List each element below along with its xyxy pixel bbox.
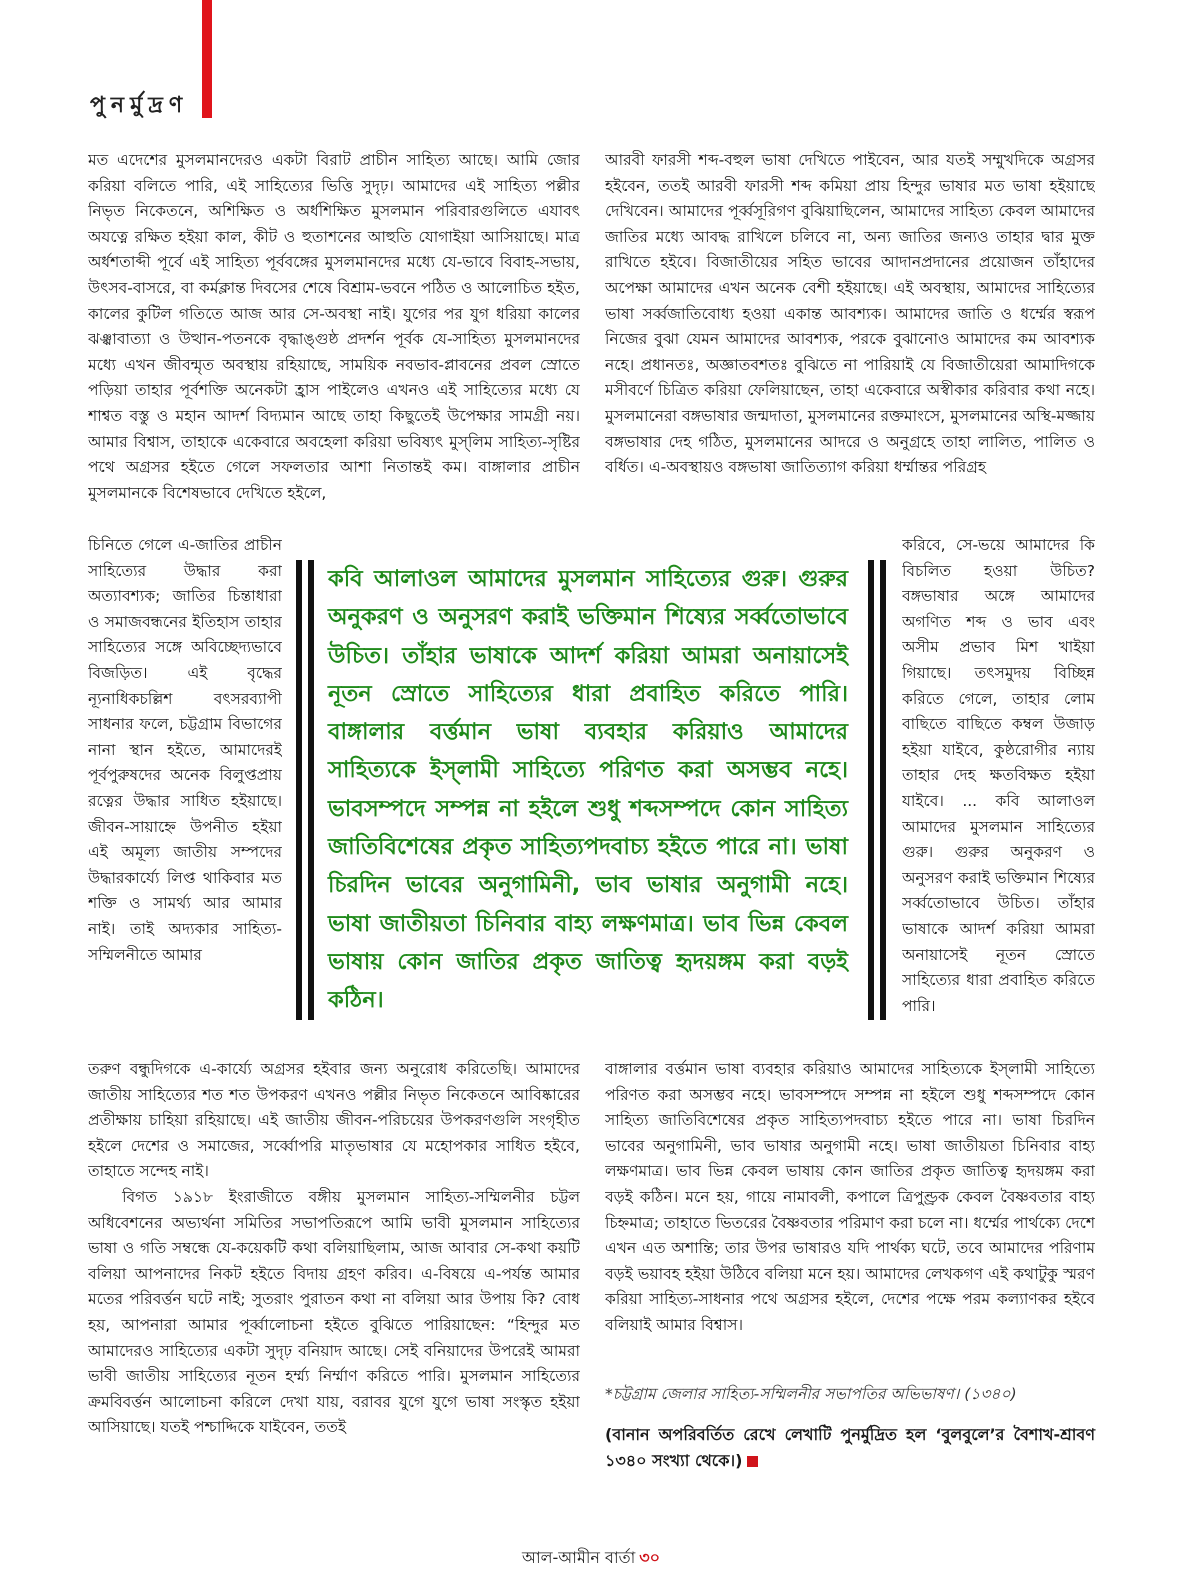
red-accent-bar	[202, 0, 212, 118]
paragraph: বাঙ্গালার বর্ত্তমান ভাষা ব্যবহার করিয়াও আমাদের সাহিত্যকে ইস্‌লামী সাহিত্যে পরিণত করা অসম্ভব নহে। ভাবসম্পদে সম্পন্ন না হইলে শুধু শব্দসম্পদে কোন সাহিত্য জাতিবিশেষের প্রকৃত সাহিত্যপদবাচ্য হইতে পারে না। ভাষা চিরদিন ভাবের অনুগামিনী, ভাব ভাষার অনুগামী নহে। ভাষা জাতীয়তা চিনিবার বাহ্য লক্ষণমাত্র। ভাব ভিন্ন কেবল ভাষায় কোন জাতির প্রকৃত জাতিত্ব হৃদয়ঙ্গম করা বড়ই কঠিন। মনে হয়, গায়ে নামাবলী, কপালে ত্রিপুণ্ড্রক কেবল বৈষ্ণবতার বাহ্য চিহ্নমাত্র; তাহাতে ভিতরের বৈষ্ণবতার পরিমাণ করা চলে না। ধর্ম্মের পার্থক্যে দেশে এখন এত অশান্তি; তার উপর ভাষারও যদি পার্থক্য ঘটে, তবে আমাদের পরিণাম বড়ই ভয়াবহ হইয়া উঠিবে বলিয়া মনে হয়। আমাদের লেখকগণ এই কথাটুকু স্মরণ করিয়া সাহিত্য-সাধনার পথে অগ্রসর হইলে, দেশের পক্ষে পরম কল্যাণকর হইবে বলিয়াই আমার বিশ্বাস।	[605, 1060, 1095, 1334]
editor-note-text: (বানান অপরিবর্তিত রেখে লেখাটি পুনর্মুদ্রিত হল ‘বুলবুলে’র বৈশাখ-শ্রাবণ ১৩৪০ সংখ্যা থেকে।)	[605, 1425, 1095, 1470]
paragraph: বিগত ১৯১৮ ইংরাজীতে বঙ্গীয় মুসলমান সাহিত্য-সম্মিলনীর চট্টল অধিবেশনের অভ্যর্থনা সমিতির সভাপতিরূপে আমি ভাবী মুসলমান সাহিত্যের ভাষা ও গতি সম্বন্ধে যে-কয়েকটি কথা বলিয়াছিলাম, আজ আবার সে-কথা কয়টি বলিয়া আপনাদের নিকট হইতে বিদায় গ্রহণ করিব। এ-বিষয়ে এ-পর্যন্ত আমার মতের পরিবর্ত্তন ঘটে নাই; সুতরাং পুরাতন কথা না বলিয়া আর উপায় কি? বোধ হয়, আপনারা আমার পূর্ব্বালোচনা হইতে বুঝিতে পারিয়াছেন: “হিন্দুর মত আমাদেরও সাহিত্যের একটা সুদৃঢ় বনিয়াদ আছে। সেই বনিয়াদের উপরেই আমরা ভাবী জাতীয় সাহিত্যের নূতন হর্ম্ম্য নির্ম্মাণ করিতে পারি। মুসলমান সাহিত্যের ক্রমবিবর্ত্তন আলোচনা করিলে দেখা যায়, বরাবর যুগে যুগে ভাষা সংস্কৃত হইয়া আসিয়াছে। যতই পশ্চাদ্দিকে যাইবেন, ততই	[88, 1187, 580, 1437]
column-left-bottom	[88, 1057, 580, 1499]
column-right-top	[605, 148, 1095, 532]
magazine-name: আল-আমীন বার্তা	[521, 1548, 636, 1567]
column-left-narrow	[88, 533, 282, 1057]
paragraph: মত এদেশের মুসলমানদেরও একটা বিরাট প্রাচীন সাহিত্য আছে। আমি জোর করিয়া বলিতে পারি, এই সাহিত্যের ভিত্তি সুদৃঢ়। আমাদের এই সাহিত্য পল্লীর নিভৃত নিকেতনে, অশিক্ষিত ও অর্ধশিক্ষিত মুসলমান পরিবারগুলিতে এযাবৎ অযত্নে রক্ষিত হইয়া কাল, কীট ও হুতাশনের আহুতি যোগাইয়া আসিয়াছে। মাত্র অর্ধশতাব্দী পূর্বে এই সাহিত্য পূর্ববঙ্গের মুসলমানদের মধ্যে যে-ভাবে বিবাহ-সভায়, উৎসব-বাসরে, বা কর্মক্লান্ত দিবসের শেষে বিশ্রাম-ভবনে পঠিত ও আলোচিত হইত, কালের কুটিল গতিতে আজ আর সে-অবস্থা নাই। যুগের পর যুগ ধরিয়া কালের ঝঞ্ঝাবাত্যা ও উত্থান-পতনকে বৃদ্ধাঙ্গুষ্ঠ প্রদর্শন পূর্বক যে-সাহিত্য মুসলমানদের মধ্যে এখন জীবন্মৃত অবস্থায় রহিয়াছে, সাময়িক নবভাব-প্লাবনের প্রবল স্রোতে পড়িয়া তাহার পূর্বশক্তি অনেকটা হ্রাস পাইলেও এখনও এই সাহিত্যের মধ্যে যে শাশ্বত বস্তু ও মহান আদর্শ বিদ্যমান আছে তাহা কিছুতেই উপেক্ষার সামগ্রী নয়। আমার বিশ্বাস, তাহাকে একেবারে অবহেলা করিয়া ভবিষ্যৎ মুস্‌লিম সাহিত্য-সৃষ্টির পথে অগ্রসর হইতে গেলে সফলতার আশা নিতান্তই কম। বাঙ্গালার প্রাচীন মুসলমানকে বিশেষভাবে দেখিতে হইলে,	[88, 151, 580, 502]
footnote: *চট্টগ্রাম জেলার সাহিত্য-সম্মিলনীর সভাপতির অভিভাষণ। (১৩৪০)	[605, 1385, 1017, 1403]
column-right-bottom	[605, 1057, 1095, 1357]
editor-note	[605, 1422, 1095, 1474]
paragraph: করিবে, সে-ভয়ে আমাদের কি বিচলিত হওয়া উচিত? বঙ্গভাষার অঙ্গে আমাদের অগণিত শব্দ ও ভাব এবং অসীম প্রভাব মিশ খাইয়া গিয়াছে। তৎসমুদয় বিচ্ছিন্ন করিতে গেলে, তাহার লোম বাছিতে বাছিতে কম্বল উজাড় হইয়া যাইবে, কুষ্ঠরোগীর ন্যায় তাহার দেহ ক্ষতবিক্ষত হইয়া যাইবে। ... কবি আলাওল আমাদের মুসলমান সাহিত্যের গুরু। গুরুর অনুকরণ ও অনুসরণ করাই ভক্তিমান শিষ্যের সর্ব্বতোভাবে উচিত। তাঁহার ভাষাকে আদর্শ করিয়া আমরা অনায়াসেই নূতন স্রোতে সাহিত্যের ধারা প্রবাহিত করিতে পারি।	[902, 536, 1095, 1015]
paragraph: চিনিতে গেলে এ-জাতির প্রাচীন সাহিত্যের উদ্ধার করা অত্যাবশ্যক; জাতির চিন্তাধারা ও সমাজবন্ধনের ইতিহাস তাহার সাহিত্যের সঙ্গে অবিচ্ছেদ্যভাবে বিজড়িত। এই বৃদ্ধের ন্যূনাধিকচল্লিশ বৎসরব্যাপী সাধনার ফলে, চট্টগ্রাম বিভাগের নানা স্থান হইতে, আমাদেরই পূর্বপুরুষদের অনেক বিলুপ্তপ্রায় রত্নের উদ্ধার সাধিত হইয়াছে। জীবন-সায়াহ্নে উপনীত হইয়া এই অমূল্য জাতীয় সম্পদের উদ্ধারকার্য্যে লিপ্ত থাকিবার মত শক্তি ও সামর্থ্য আর আমার নাই। তাই অদ্যকার সাহিত্য-সম্মিলনীতে আমার	[88, 536, 282, 964]
column-left-top	[88, 148, 580, 532]
paragraph: তরুণ বন্ধুদিগকে এ-কার্য্যে অগ্রসর হইবার জন্য অনুরোধ করিতেছি। আমাদের জাতীয় সাহিত্যের শত শত উপকরণ এখনও পল্লীর নিভৃত নিকেতনে আবিষ্কারের প্রতীক্ষায় চাহিয়া রহিয়াছে। এই জাতীয় জীবন-পরিচয়ের উপকরণগুলি সংগৃহীত হইলে দেশের ও সমাজের, সর্ব্বোপরি মাতৃভাষার যে মহোপকার সাধিত হইবে, তাহাতে সন্দেহ নাই।	[88, 1060, 580, 1181]
page-number: ৩০	[639, 1548, 661, 1567]
quote-bar-left-inner	[308, 560, 314, 1020]
page-footer	[0, 1545, 1182, 1572]
quote-bar-right-inner	[868, 560, 874, 1020]
quote-bar-left-outer	[296, 560, 302, 1020]
quote-bar-right-outer	[880, 560, 886, 1020]
paragraph: আরবী ফারসী শব্দ-বহুল ভাষা দেখিতে পাইবেন, আর যতই সম্মুখদিকে অগ্রসর হইবেন, ততই আরবী ফারসী শব্দ কমিয়া প্রায় হিন্দুর ভাষার মত ভাষা হইয়াছে দেখিবেন। আমাদের পূর্ব্বসূরিগণ বুঝিয়াছিলেন, আমাদের সাহিত্য কেবল আমাদের জাতির মধ্যে আবদ্ধ রাখিলে চলিবে না, অন্য জাতির জন্যও তাহার দ্বার মুক্ত রাখিতে হইবে। বিজাতীয়ের সহিত ভাবের আদানপ্রদানের প্রয়োজন তাঁহাদের অপেক্ষা আমাদের এখন অনেক বেশী হইয়াছে। এই অবস্থায়, আমাদের সাহিত্যের ভাষা সর্ব্বজাতিবোধ্য হওয়া একান্ত আবশ্যক। আমাদের জাতি ও ধর্ম্মের স্বরূপ নিজের বুঝা যেমন আমাদের আবশ্যক, পরকে বুঝানোও আমাদের কম আবশ্যক নহে। প্রধানতঃ, অজ্ঞাতবশতঃ বুঝিতে না পারিয়াই যে বিজাতীয়েরা আমাদিগকে মসীবর্ণে চিত্রিত করিয়া ফেলিয়াছেন, তাহা একেবারে অস্বীকার করিবার কথা নহে। মুসলমানেরা বঙ্গভাষার জন্মদাতা, মুসলমানের রক্তমাংসে, মুসলমানের অস্থি-মজ্জায় বঙ্গভাষার দেহ গঠিত, মুসলমানের আদরে ও অনুগ্রহে তাহা লালিত, পালিত ও বর্ধিত। এ-অবস্থায়ও বঙ্গভাষা জাতিত্যাগ করিয়া ধর্ম্মান্তর পরিগ্রহ	[605, 151, 1095, 477]
end-mark-icon	[747, 1456, 758, 1467]
pull-quote-text: কবি আলাওল আমাদের মুসলমান সাহিত্যের গুরু। গুরুর অনুকরণ ও অনুসরণ করাই ভক্তিমান শিষ্যের সর্ব্বতোভাবে উচিত। তাঁহার ভাষাকে আদর্শ করিয়া আমরা অনায়াসেই নূতন স্রোতে সাহিত্যের ধারা প্রবাহিত করিতে পারি। বাঙ্গালার বর্ত্তমান ভাষা ব্যবহার করিয়াও আমাদের সাহিত্যকে ইস্‌লামী সাহিত্যে পরিণত করা অসম্ভব নহে। ভাবসম্পদে সম্পন্ন না হইলে শুধু শব্দসম্পদে কোন সাহিত্য জাতিবিশেষের প্রকৃত সাহিত্যপদবাচ্য হইতে পারে না। ভাষা চিরদিন ভাবের অনুগামিনী, ভাব ভাষার অনুগামী নহে। ভাষা জাতীয়তা চিনিবার বাহ্য লক্ষণমাত্র। ভাব ভিন্ন কেবল ভাষায় কোন জাতির প্রকৃত জাতিত্ব হৃদয়ঙ্গম করা বড়ই কঠিন।	[328, 566, 848, 1014]
section-label: পুনর্মুদ্রণ	[90, 93, 189, 118]
pull-quote	[296, 560, 886, 1040]
column-right-narrow	[902, 533, 1095, 1057]
